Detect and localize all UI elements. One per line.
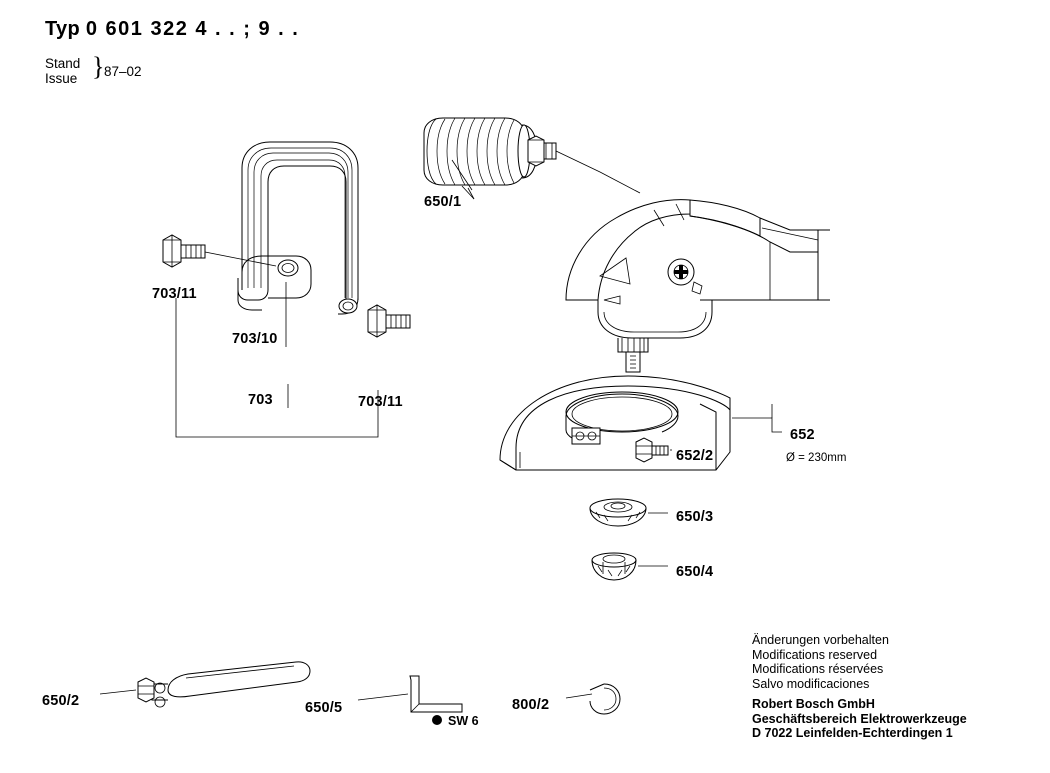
pin-spanner [138,662,310,707]
callout-650-5: 650/5 [305,700,343,716]
stand-label: Stand [45,56,81,71]
leader-650-2 [100,690,136,694]
callout-703-11-left: 703/11 [152,286,197,302]
callout-800-2: 800/2 [512,697,550,713]
callout-650-4: 650/4 [676,564,714,580]
guard-clamp-screw [636,438,668,462]
clamping-nut [592,553,636,580]
callout-652: 652 [790,427,815,443]
footer-line-en: Modifications reserved [752,647,878,662]
issue-label: Issue [45,71,78,86]
footer-line-de: Änderungen vorbehalten [752,633,889,647]
support-flange [590,499,646,526]
callout-650-2: 650/2 [42,693,80,709]
footer-block [752,633,967,741]
typ-number: 0 601 322 4 . . ; 9 . . [85,18,300,40]
typ-label: Typ [45,18,80,40]
disc-diameter-note: Ø = 230mm [786,452,847,464]
footer-line-fr: Modifications réservées [752,662,884,676]
company-address: D 7022 Leinfelden-Echterdingen 1 [752,726,953,740]
callout-650-3: 650/3 [676,509,714,525]
callout-703: 703 [248,392,273,408]
aux-handle-bracket [238,142,358,314]
callout-650-1: 650/1 [424,194,462,210]
issue-date: 87–02 [104,64,142,79]
side-handle-part [424,118,640,199]
leader-800-2 [566,694,592,698]
screw-703-11-right [368,305,410,337]
callout-703-10: 703/10 [232,331,278,347]
screw-703-11-left [163,235,276,267]
callout-703-11-right: 703/11 [358,394,403,410]
grinder-body [566,200,830,372]
key-size-note: SW 6 [448,714,479,728]
company-name: Robert Bosch GmbH [752,697,875,711]
callout-652-2: 652/2 [676,448,714,464]
brace-glyph: } [92,52,105,81]
retaining-hook [590,684,620,714]
footer-line-es: Salvo modificaciones [752,676,870,691]
leader-703 [176,298,378,437]
company-division: Geschäftsbereich Elektrowerkzeuge [752,711,967,726]
leader-650-5 [358,694,408,700]
leader-652 [732,418,782,432]
